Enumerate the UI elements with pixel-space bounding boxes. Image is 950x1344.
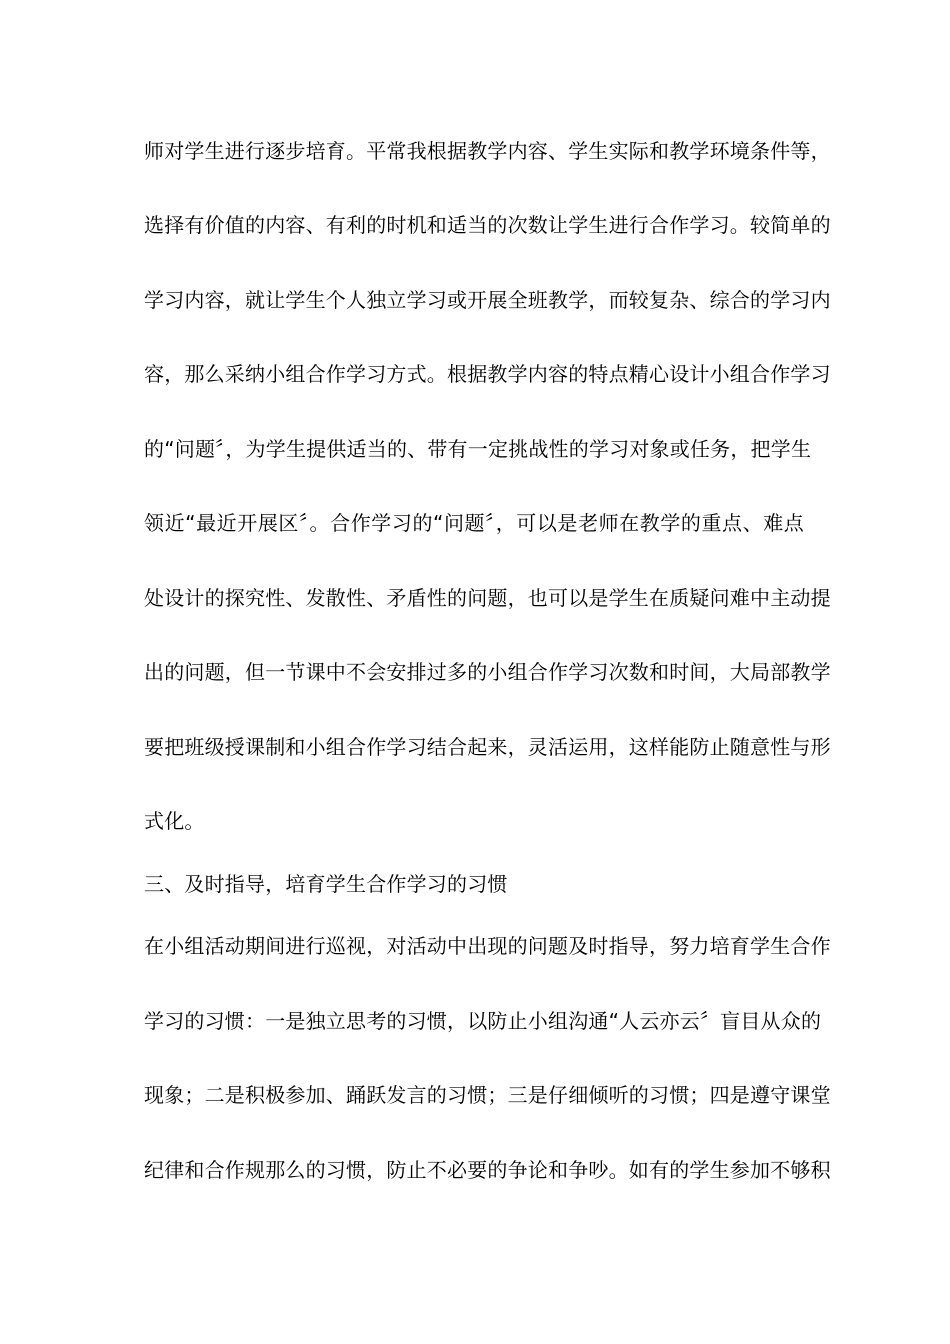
paragraph-line: 领近“最近开展区〞。合作学习的“问题〞，可以是老师在教学的重点、难点 bbox=[144, 511, 804, 535]
paragraph-line: 学习内容，就让学生个人独立学习或开展全班教学，而较复杂、综合的学习内 bbox=[144, 288, 831, 312]
paragraph-line: 纪律和合作规那么的习惯，防止不必要的争论和争吵。如有的学生参加不够积 bbox=[144, 1158, 831, 1182]
paragraph-line: 学习的习惯：一是独立思考的习惯，以防止小组沟通“人云亦云〞盲目从众的 bbox=[144, 1009, 822, 1033]
paragraph-line: 要把班级授课制和小组合作学习结合起来，灵活运用，这样能防止随意性与形 bbox=[144, 735, 831, 759]
paragraph-line: 容，那么采纳小组合作学习方式。根据教学内容的特点精心设计小组合作学习 bbox=[144, 362, 831, 386]
paragraph-line: 式化。 bbox=[144, 809, 205, 833]
paragraph-line: 的“问题〞，为学生提供适当的、带有一定挑战性的学习对象或任务，把学生 bbox=[144, 437, 812, 461]
paragraph-line: 现象；二是积极参加、踊跃发言的习惯；三是仔细倾听的习惯；四是遵守课堂 bbox=[144, 1083, 831, 1107]
paragraph-line: 选择有价值的内容、有利的时机和适当的次数让学生进行合作学习。较简单的 bbox=[144, 213, 831, 237]
paragraph-line: 师对学生进行逐步培育。平常我根据教学内容、学生实际和教学环境条件等， bbox=[144, 139, 831, 163]
paragraph-line: 出的问题，但一节课中不会安排过多的小组合作学习次数和时间，大局部教学 bbox=[144, 660, 831, 684]
paragraph-line: 在小组活动期间进行巡视，对活动中出现的问题及时指导，努力培育学生合作 bbox=[144, 934, 831, 958]
section-heading: 三、及时指导，培育学生合作学习的习惯 bbox=[144, 872, 508, 896]
paragraph-line: 处设计的探究性、发散性、矛盾性的问题，也可以是学生在质疑问难中主动提 bbox=[144, 586, 831, 610]
